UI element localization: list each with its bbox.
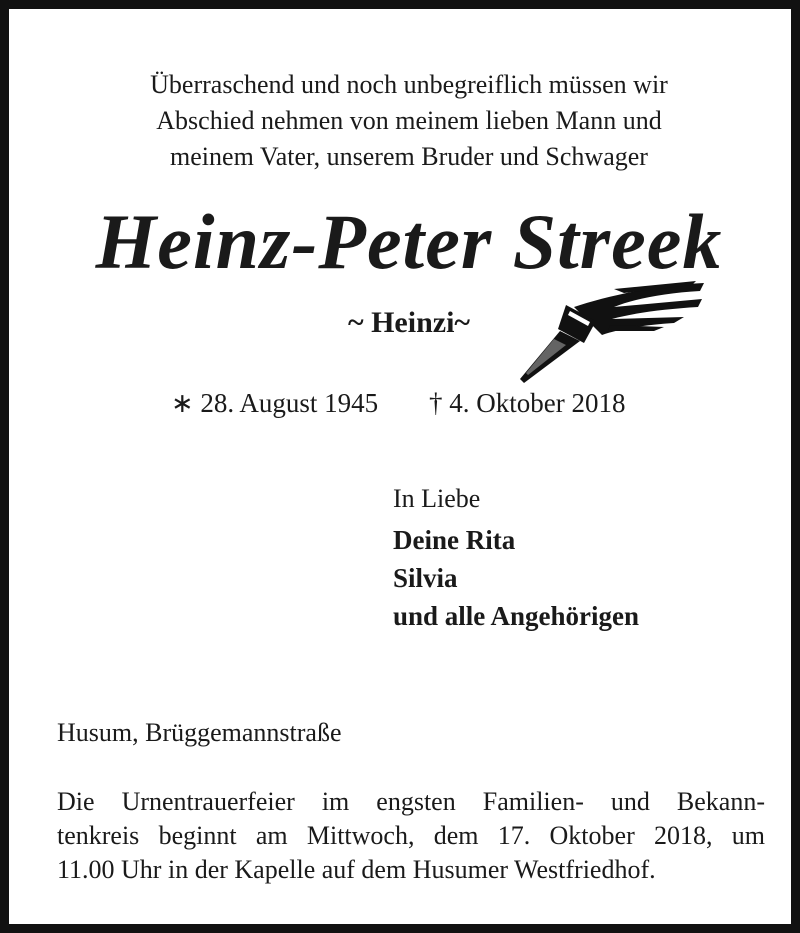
intro-line: Abschied nehmen von meinem lieben Mann und [156,106,662,135]
intro-line: meinem Vater, unserem Bruder und Schwager [170,142,648,171]
intro-line: Überraschend und noch unbegreiflich müssen wir [150,70,668,99]
mourner-name: und alle Angehörigen [393,601,640,631]
death-date: † 4. Oktober 2018 [429,388,626,418]
mourners-block [393,481,639,635]
ceremony-line: tenkreis beginnt am Mittwoch, dem 17. Oktober 2018, um [57,821,765,850]
mourner-name: Silvia [393,563,458,593]
birth-date: ∗ 28. August 1945 [171,388,379,418]
address: Husum, Brüggemannstraße [57,718,342,747]
mourner-name: Deine Rita [393,525,516,555]
intro-text [49,67,769,175]
ceremony-info [57,785,765,887]
paintbrush-icon [514,277,709,387]
ceremony-line: 11.00 Uhr in der Kapelle auf dem Husumer Westfriedhof. [57,855,656,884]
deceased-name: Heinz-Peter Streek [95,198,723,285]
mourners-intro: In Liebe [393,484,481,513]
deceased-nickname: ~ Heinzi~ [347,306,471,339]
ceremony-line: Die Urnentrauerfeier im engsten Familien- und Bekann- [57,787,765,816]
